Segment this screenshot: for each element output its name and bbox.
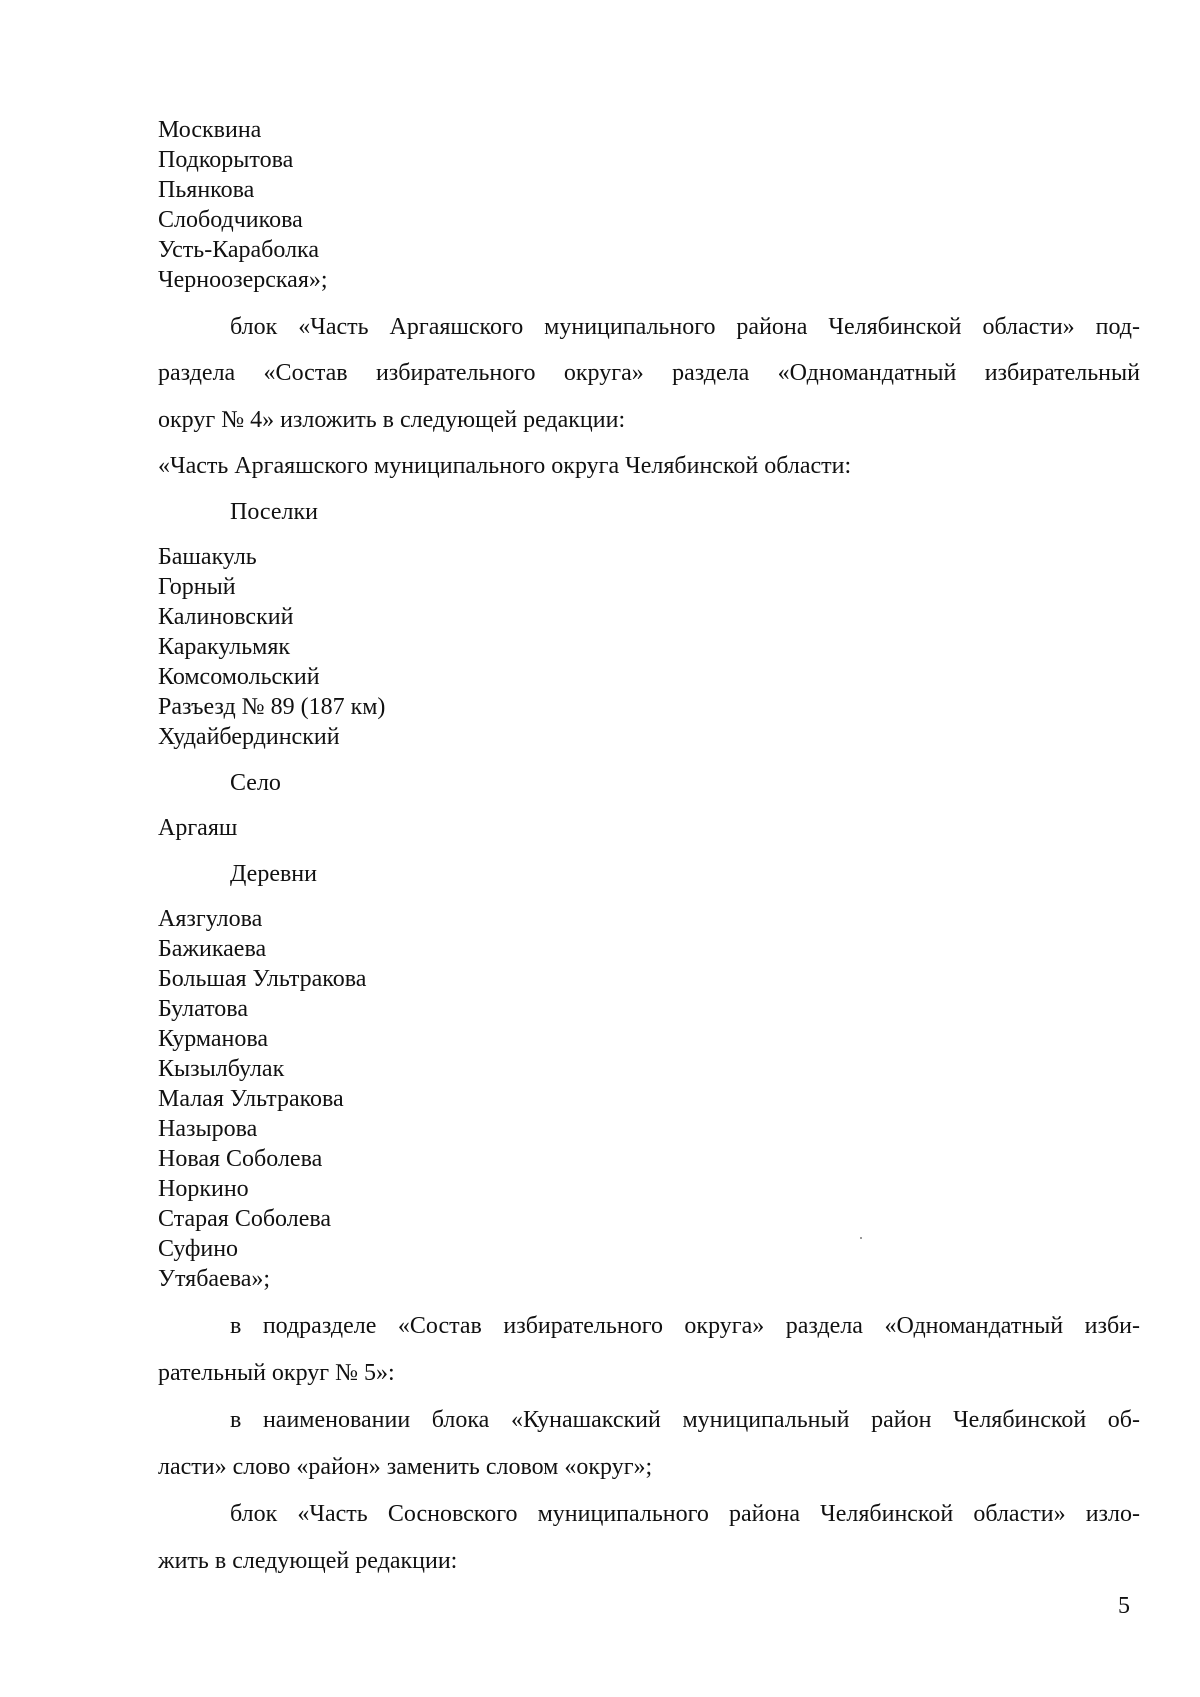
section-heading: Деревни xyxy=(230,861,317,887)
list-item: Утябаева»; xyxy=(158,1266,271,1292)
list-item: Бажикаева xyxy=(158,936,267,962)
list-item: Разъезд № 89 (187 км) xyxy=(158,694,386,720)
list-item: Москвина xyxy=(158,117,262,143)
list-item: Башакуль xyxy=(158,544,257,570)
list-item: Усть-Караболка xyxy=(158,237,320,263)
list-item: Курманова xyxy=(158,1026,269,1052)
section-heading: Село xyxy=(230,770,281,796)
list-item: Новая Соболева xyxy=(158,1146,323,1172)
paragraph-line: в наименовании блока «Кунашакский муниципальный район Челябинской об- xyxy=(230,1407,1140,1433)
list-item: Большая Ультракова xyxy=(158,966,367,992)
paragraph-line: округ № 4» изложить в следующей редакции: xyxy=(158,407,626,433)
paragraph-line: раздела «Состав избирательного округа» раздела «Одномандатный избирательный xyxy=(158,360,1140,386)
list-item: Малая Ультракова xyxy=(158,1086,344,1112)
paragraph-line: блок «Часть Сосновского муниципального района Челябинской области» изло- xyxy=(230,1501,1140,1527)
paragraph-line: жить в следующей редакции: xyxy=(158,1548,458,1574)
list-item: Пьянкова xyxy=(158,177,255,203)
page-number: 5 xyxy=(1118,1593,1130,1619)
quote-heading: «Часть Аргаяшского муниципального округа Челябинской области: xyxy=(158,453,852,479)
list-item: Калиновский xyxy=(158,604,294,630)
list-item: Булатова xyxy=(158,996,248,1022)
scan-speck xyxy=(860,1237,862,1239)
paragraph-line: в подразделе «Состав избирательного округа» раздела «Одномандатный изби- xyxy=(230,1313,1140,1339)
list-item: Назырова xyxy=(158,1116,258,1142)
list-item: Каракульмяк xyxy=(158,634,291,660)
list-item: Худайбердинский xyxy=(158,724,340,750)
list-item: Суфино xyxy=(158,1236,239,1262)
paragraph-line: блок «Часть Аргаяшского муниципального района Челябинской области» под- xyxy=(230,314,1140,340)
section-heading: Поселки xyxy=(230,499,319,525)
list-item: Черноозерская»; xyxy=(158,267,328,293)
list-item: Комсомольский xyxy=(158,664,320,690)
list-item: Аязгулова xyxy=(158,906,263,932)
list-item: Старая Соболева xyxy=(158,1206,332,1232)
paragraph-line: рательный округ № 5»: xyxy=(158,1360,395,1386)
list-item: Подкорытова xyxy=(158,147,294,173)
list-item: Горный xyxy=(158,574,236,600)
list-item: Слободчикова xyxy=(158,207,303,233)
list-item: Аргаяш xyxy=(158,815,238,841)
list-item: Кызылбулак xyxy=(158,1056,285,1082)
paragraph-line: ласти» слово «район» заменить словом «округ»; xyxy=(158,1454,653,1480)
list-item: Норкино xyxy=(158,1176,249,1202)
